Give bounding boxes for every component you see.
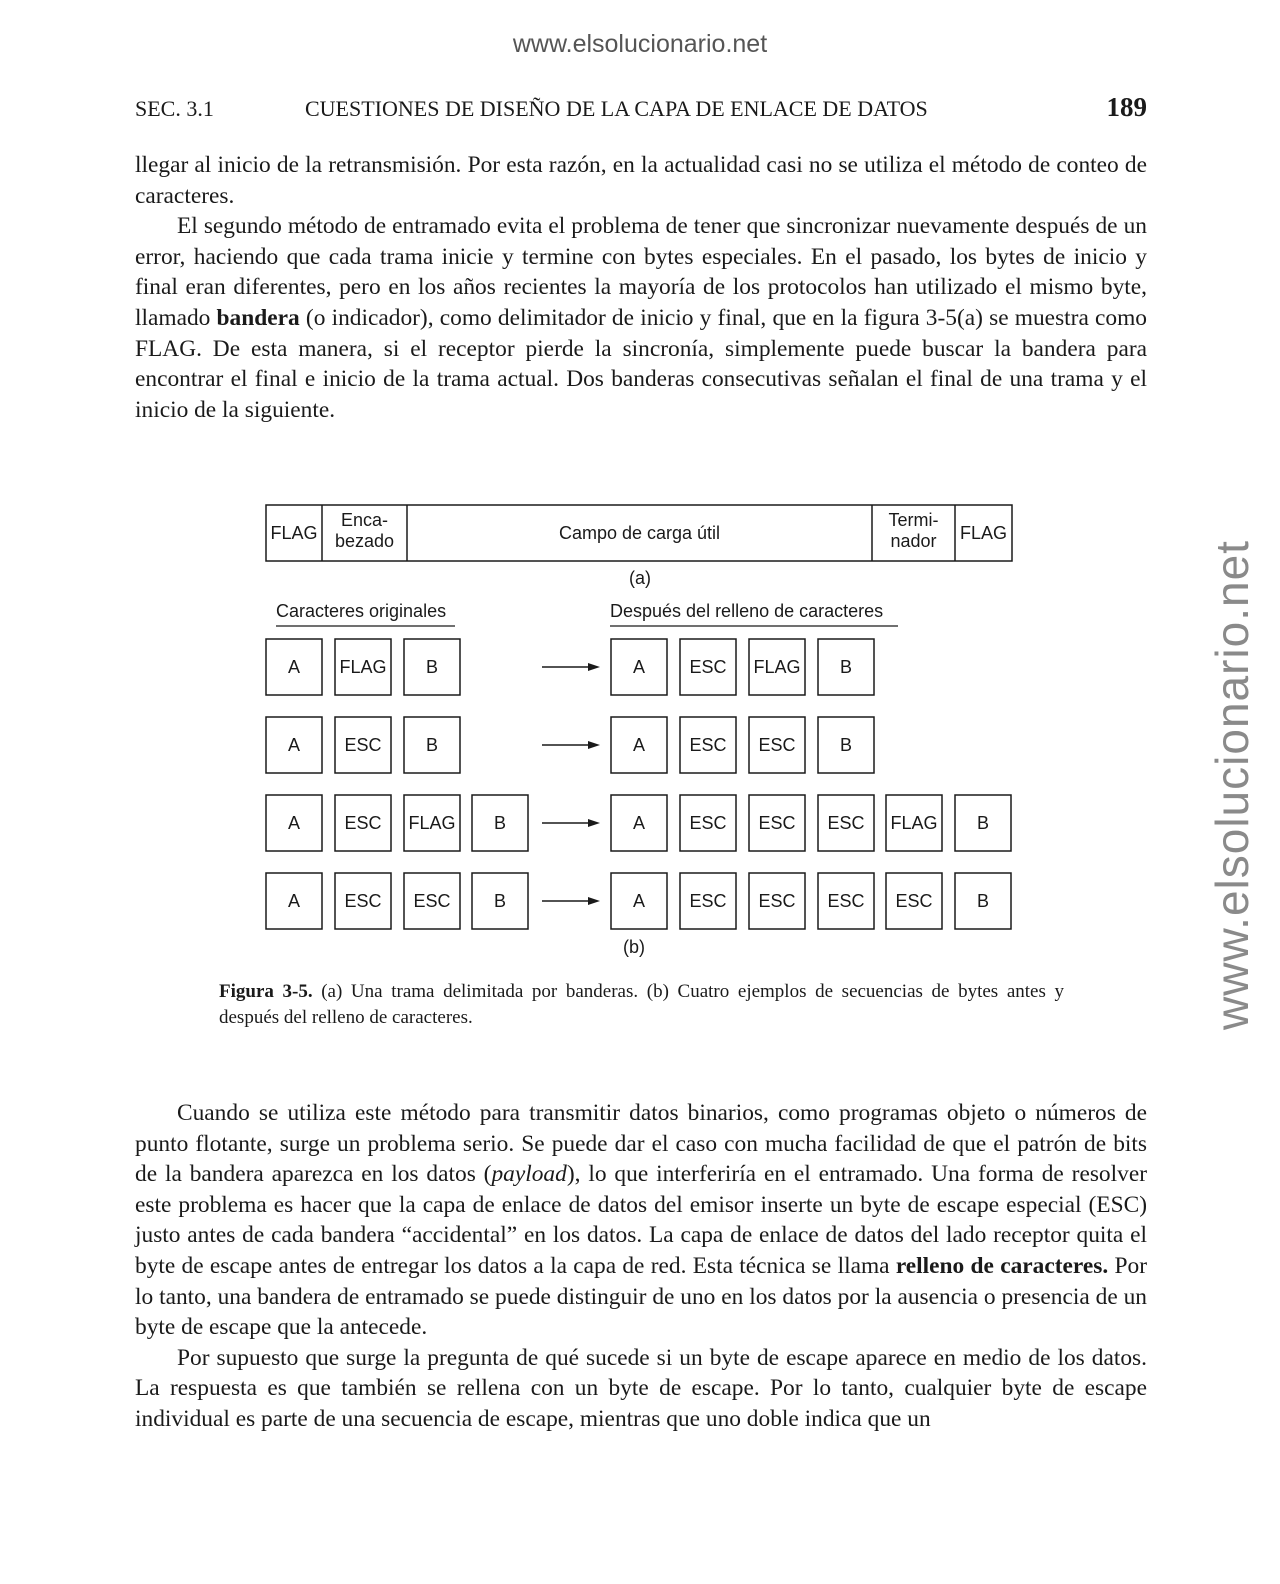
stuffed-byte-box bbox=[818, 873, 874, 929]
stuffed-byte-box bbox=[749, 795, 805, 851]
heading-stuffed-chars: Después del relleno de caracteres bbox=[610, 601, 884, 621]
stuffed-byte-label: ESC bbox=[689, 813, 727, 833]
stuffed-byte-box bbox=[749, 717, 805, 773]
arrowhead-icon bbox=[588, 819, 600, 827]
original-byte-box bbox=[266, 717, 322, 773]
original-byte-box bbox=[266, 873, 322, 929]
example-row-1 bbox=[266, 639, 874, 695]
paragraph-2-part-1: El segundo método de entramado evita el problema de tener que sincronizar nuevamente después de un error, haciendo que cada trama inicie y termine con bytes especiales. En el pasado, los bytes de inicio y final eran diferentes, pero en los años recientes la mayoría de los protocolos han utilizado el mismo byte, llamado bbox=[135, 213, 1147, 331]
chapter-title: CUESTIONES DE DISEÑO DE LA CAPA DE ENLACE DE DATOS bbox=[305, 96, 928, 121]
stuffed-byte-label: ESC bbox=[758, 735, 796, 755]
frame-field-enca-bezado bbox=[335, 510, 394, 551]
term-bandera: bandera bbox=[216, 304, 300, 331]
stuffed-byte-box bbox=[680, 795, 736, 851]
frame-field-flag: FLAG bbox=[959, 523, 1008, 543]
original-byte-label: ESC bbox=[413, 891, 451, 911]
stuffed-byte-box bbox=[749, 873, 805, 929]
stuffed-byte-box bbox=[886, 795, 942, 851]
stuffed-byte-label: ESC bbox=[689, 891, 727, 911]
body-text-top bbox=[135, 150, 1147, 425]
original-byte-box bbox=[472, 873, 528, 929]
page-number: 189 bbox=[1106, 92, 1147, 122]
example-row-4 bbox=[266, 873, 1011, 929]
arrowhead-icon bbox=[588, 663, 600, 671]
frame-diagram bbox=[266, 505, 1012, 561]
original-byte-box bbox=[404, 795, 460, 851]
figure-label-a: (a) bbox=[629, 568, 651, 588]
running-head bbox=[135, 92, 1147, 126]
paragraph-2-part-2: (o indicador), como delimitador de inicio y final, que en la figura 3-5(a) se muestra como FLAG. De esta manera, si el receptor pierde la sincronía, simplemente puede buscar la bandera para encontrar el final e inicio de la trama actual. Dos banderas consecutivas señalan el final de una trama y el inicio de la siguiente. bbox=[135, 304, 1147, 423]
figure-label-b: (b) bbox=[623, 937, 645, 957]
caption-text: (a) Una trama delimitada por banderas. (b) Cuatro ejemplos de secuencias de bytes antes y después del relleno de caracteres. bbox=[219, 981, 1064, 1028]
stuffed-byte-box bbox=[818, 795, 874, 851]
heading-original-chars: Caracteres originales bbox=[276, 601, 447, 621]
original-byte-box bbox=[404, 717, 460, 773]
original-byte-box bbox=[404, 873, 460, 929]
original-byte-label: A bbox=[287, 891, 301, 911]
original-byte-label: ESC bbox=[344, 735, 382, 755]
paragraph-3-part-2: ), lo que interferiría en el entramado. Una forma de resolver este problema es hacer que la capa de enlace de datos del emisor inserte un byte de escape especial (ESC) justo antes de cada bandera “accidental” en los datos. La capa de enlace de datos del lado receptor quita el byte de escape antes de entregar los datos a la capa de red. Esta técnica se llama bbox=[135, 1161, 1147, 1279]
frame-field-flag: FLAG bbox=[270, 523, 318, 543]
stuffed-byte-box bbox=[680, 639, 736, 695]
arrowhead-icon bbox=[588, 741, 600, 749]
stuffed-byte-box bbox=[611, 795, 667, 851]
stuffed-byte-box bbox=[955, 873, 1011, 929]
paragraph-4: Por supuesto que surge la pregunta de qué sucede si un byte de escape aparece en medio de los datos. La respuesta es que también se rellena con un byte de escape. Por lo tanto, cualquier byte de escape individual es parte de una secuencia de escape, mientras que uno doble indica que un bbox=[135, 1344, 1147, 1432]
paragraph-1: llegar al inicio de la retransmisión. Por esta razón, en la actualidad casi no se utiliza el método de conteo de caracteres. bbox=[135, 152, 1147, 209]
stuffed-byte-label: A bbox=[632, 813, 646, 833]
stuffed-byte-box bbox=[818, 717, 874, 773]
stuffed-byte-label: FLAG bbox=[753, 657, 801, 677]
section-number: SEC. 3.1 bbox=[135, 96, 214, 121]
watermark-side: www.elsolucionario.net bbox=[1206, 540, 1258, 1030]
paragraph-3 bbox=[135, 1098, 1147, 1343]
term-payload: payload bbox=[491, 1161, 567, 1188]
stuffing-examples bbox=[266, 639, 1011, 929]
original-byte-label: A bbox=[287, 813, 301, 833]
term-relleno-caracteres: relleno de caracteres. bbox=[895, 1252, 1109, 1279]
original-byte-box bbox=[266, 795, 322, 851]
caption-label: Figura 3-5. bbox=[219, 981, 313, 1002]
frame-field-line: nador bbox=[890, 531, 937, 551]
stuffed-byte-box bbox=[749, 639, 805, 695]
stuffed-byte-box bbox=[818, 639, 874, 695]
example-row-3 bbox=[266, 795, 1011, 851]
paragraph-3-part-1: Cuando se utiliza este método para transmitir datos binarios, como programas objeto o números de punto flotante, surge un problema serio. Se puede dar el caso con mucha facilidad de que el patrón de bits de la bandera aparezca en los datos ( bbox=[135, 1100, 1147, 1188]
original-byte-box bbox=[472, 795, 528, 851]
original-byte-label: A bbox=[287, 657, 301, 677]
original-byte-label: ESC bbox=[344, 813, 382, 833]
paragraph-2 bbox=[135, 211, 1147, 425]
original-byte-label: B bbox=[425, 735, 439, 755]
stuffed-byte-label: B bbox=[839, 735, 853, 755]
original-byte-label: B bbox=[493, 891, 507, 911]
stuffed-byte-label: ESC bbox=[827, 813, 865, 833]
original-byte-label: FLAG bbox=[408, 813, 456, 833]
example-row-2 bbox=[266, 717, 874, 773]
stuffed-byte-label: ESC bbox=[758, 813, 796, 833]
frame-field-line: bezado bbox=[334, 531, 395, 551]
figure-caption bbox=[219, 979, 1064, 1031]
frame-field-campo-de-carga-til: Campo de carga útil bbox=[558, 523, 721, 543]
original-byte-label: FLAG bbox=[339, 657, 387, 677]
stuffed-byte-box bbox=[680, 717, 736, 773]
paragraph-3-part-3: Por lo tanto, una bandera de entramado se puede distinguir de uno en los datos por la ausencia o presencia de un byte de escape que la antecede. bbox=[135, 1252, 1147, 1341]
body-text-bottom bbox=[135, 1098, 1147, 1435]
stuffed-byte-label: A bbox=[632, 891, 646, 911]
stuffed-byte-box bbox=[611, 639, 667, 695]
original-byte-label: A bbox=[287, 735, 301, 755]
stuffed-byte-label: B bbox=[839, 657, 853, 677]
original-byte-label: B bbox=[425, 657, 439, 677]
stuffed-byte-label: ESC bbox=[689, 657, 727, 677]
stuffed-byte-label: A bbox=[632, 735, 646, 755]
stuffed-byte-label: ESC bbox=[689, 735, 727, 755]
stuffed-byte-label: ESC bbox=[758, 891, 796, 911]
arrowhead-icon bbox=[588, 897, 600, 905]
frame-field-termi-nador bbox=[889, 510, 939, 551]
stuffed-byte-label: ESC bbox=[827, 891, 865, 911]
watermark-top: www.elsolucionario.net bbox=[512, 30, 768, 58]
stuffed-byte-label: ESC bbox=[895, 891, 933, 911]
stuffed-byte-label: A bbox=[632, 657, 646, 677]
original-byte-box bbox=[335, 717, 391, 773]
frame-field-line: Termi- bbox=[888, 510, 939, 530]
original-byte-box bbox=[266, 639, 322, 695]
stuffed-byte-label: FLAG bbox=[890, 813, 938, 833]
original-byte-box bbox=[335, 795, 391, 851]
stuffed-byte-box bbox=[611, 717, 667, 773]
frame-outline bbox=[266, 505, 1012, 561]
stuffed-byte-label: B bbox=[976, 891, 990, 911]
original-byte-box bbox=[335, 639, 391, 695]
original-byte-box bbox=[404, 639, 460, 695]
stuffed-byte-box bbox=[611, 873, 667, 929]
original-byte-label: B bbox=[493, 813, 507, 833]
stuffed-byte-box bbox=[680, 873, 736, 929]
stuffed-byte-box bbox=[886, 873, 942, 929]
frame-field-line: Enca- bbox=[340, 510, 389, 530]
original-byte-box bbox=[335, 873, 391, 929]
stuffed-byte-box bbox=[955, 795, 1011, 851]
original-byte-label: ESC bbox=[344, 891, 382, 911]
stuffed-byte-label: B bbox=[976, 813, 990, 833]
